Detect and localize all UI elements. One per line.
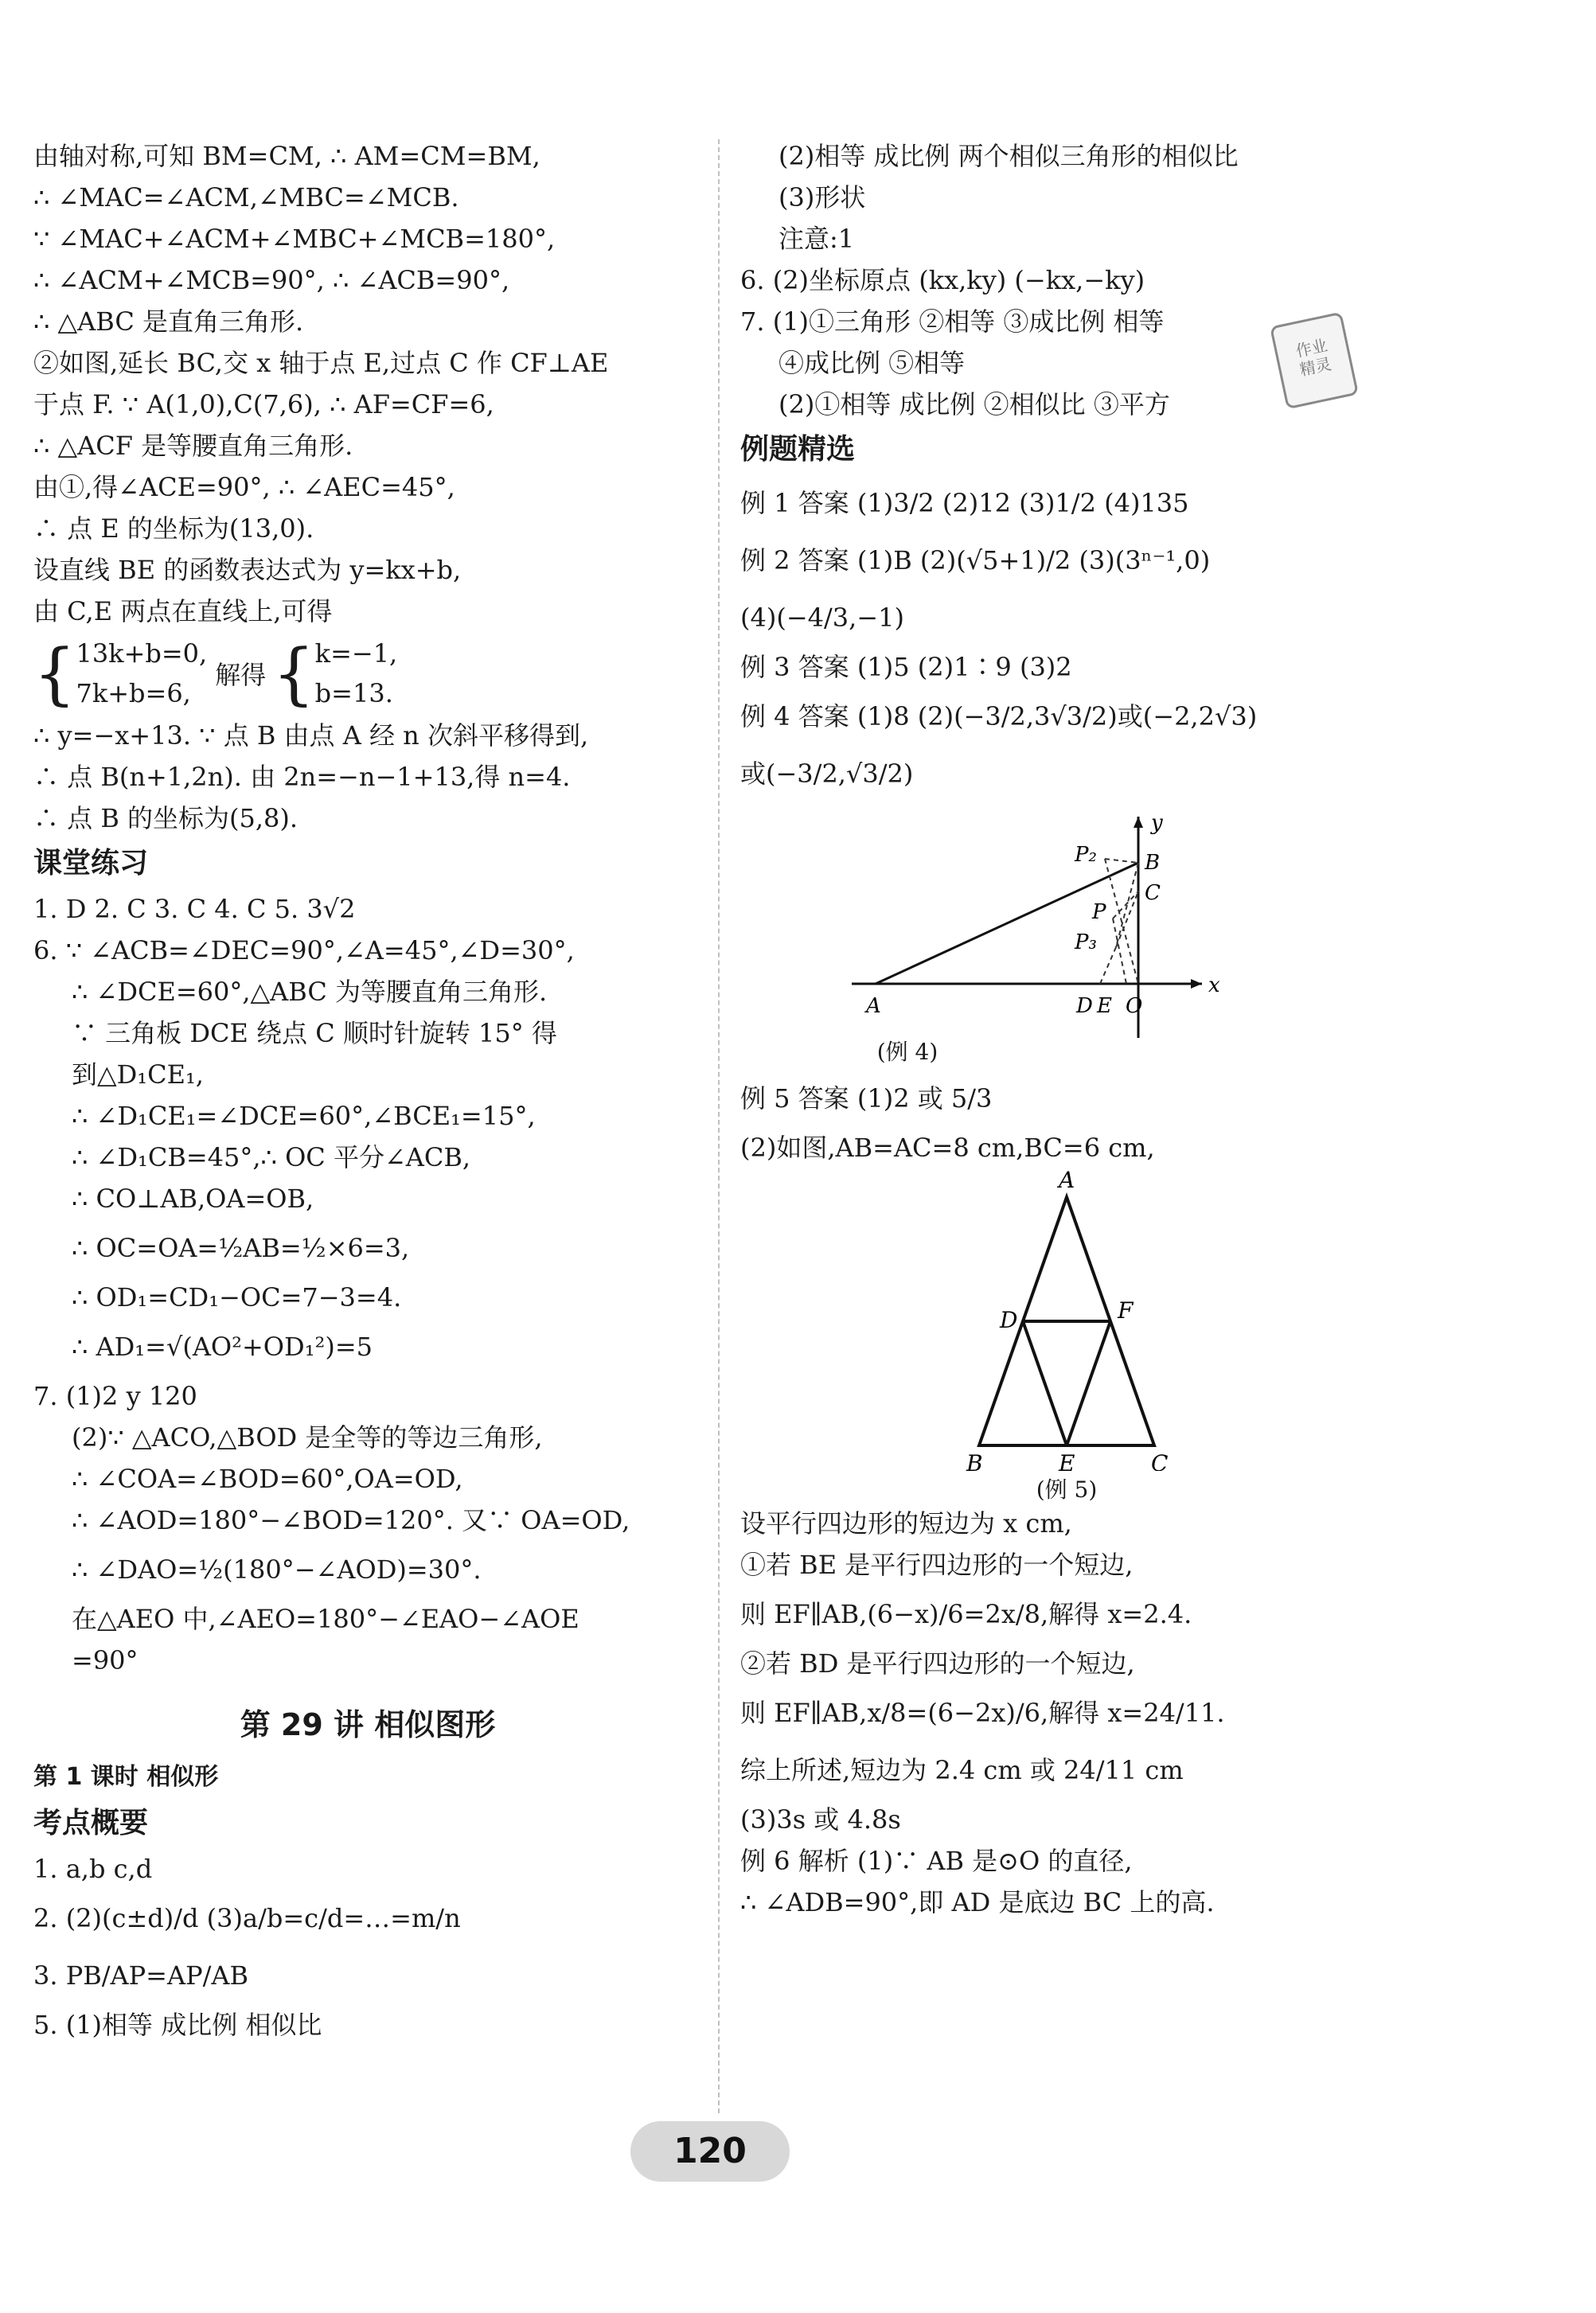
example-line: 例 3 答案 (1)5 (2)1∶9 (3)2 bbox=[740, 652, 1072, 682]
text-line: 则 EF∥AB,x/8=(6−2x)/6,解得 x=24/11. bbox=[740, 1698, 1225, 1728]
text-line: ④成比例 ⑤相等 bbox=[778, 348, 966, 378]
label-O: O bbox=[1126, 994, 1143, 1018]
example-line: 例 4 答案 (1)8 (2)(−3/2,3√3/2)或(−2,2√3) bbox=[740, 701, 1258, 731]
stamp-line: 作业 bbox=[1294, 335, 1329, 361]
label-A: A bbox=[1059, 1168, 1075, 1193]
text-line: ∴ △ABC 是直角三角形. bbox=[33, 306, 304, 337]
label-C: C bbox=[1151, 1450, 1169, 1471]
section-title-overview: 考点概要 bbox=[33, 1807, 149, 1839]
section-title-examples: 例题精选 bbox=[740, 433, 856, 466]
segment-BP3 bbox=[1116, 863, 1138, 947]
text-line: ∴ 点 B 的坐标为(5,8). bbox=[33, 803, 299, 833]
text-line: 6. ∵ ∠ACB=∠DEC=90°,∠A=45°,∠D=30°, bbox=[33, 935, 575, 965]
system-solution: b=13. bbox=[314, 678, 393, 708]
figure-4-caption: (例 4) bbox=[876, 1039, 938, 1065]
text-line: (3)3s 或 4.8s bbox=[740, 1804, 901, 1835]
text-line: 注意:1 bbox=[778, 224, 855, 254]
label-x: x bbox=[1208, 973, 1220, 997]
practice-7 bbox=[33, 1375, 702, 1681]
text-line: ∴ ∠AOD=180°−∠BOD=120°. 又∵ OA=OD, bbox=[72, 1505, 630, 1535]
text-line: 由①,得∠ACE=90°, ∴ ∠AEC=45°, bbox=[33, 472, 455, 502]
label-D: D bbox=[1000, 1307, 1018, 1333]
text-line: 由轴对称,可知 BM=CM, ∴ AM=CM=BM, bbox=[33, 141, 540, 171]
label-B: B bbox=[966, 1450, 983, 1471]
segment-P2O bbox=[1105, 859, 1138, 984]
text-line: ∴ ∠D₁CB=45°,∴ OC 平分∠ACB, bbox=[72, 1142, 471, 1172]
equation-system bbox=[33, 632, 702, 715]
overview-line: 2. (2)(c±d)/d (3)a/b=c/d=…=m/n bbox=[33, 1903, 461, 1933]
text-line: 综上所述,短边为 2.4 cm 或 24/11 cm bbox=[740, 1755, 1184, 1785]
label-D: D bbox=[1076, 994, 1093, 1018]
label-E: E bbox=[1059, 1450, 1075, 1471]
segment-P2B bbox=[1105, 859, 1138, 863]
text-line: 则 EF∥AB,(6−x)/6=2x/8,解得 x=2.4. bbox=[740, 1599, 1192, 1629]
text-line: 于点 F. ∵ A(1,0),C(7,6), ∴ AF=CF=6, bbox=[33, 389, 494, 419]
text-line: ∴ △ACF 是等腰直角三角形. bbox=[33, 431, 353, 461]
right-column bbox=[740, 135, 1568, 1923]
section-title-practice: 课堂练习 bbox=[33, 847, 149, 880]
column-divider bbox=[718, 139, 720, 2113]
solution-lines-b bbox=[33, 715, 702, 839]
text-line: 由 C,E 两点在直线上,可得 bbox=[33, 596, 333, 626]
text-line: 7. (1)2 y 120 bbox=[33, 1381, 197, 1411]
text-line: (2)∵ △ACO,△BOD 是全等的等边三角形, bbox=[72, 1422, 543, 1453]
figure-5-diagram bbox=[740, 1168, 1568, 1471]
figure-example-4 bbox=[740, 807, 1568, 1070]
text-line: ∴ ∠D₁CE₁=∠DCE=60°,∠BCE₁=15°, bbox=[72, 1101, 536, 1131]
system-solution: k=−1, bbox=[314, 638, 398, 669]
text-line: (3)形状 bbox=[778, 182, 866, 213]
text-line: ∴ y=−x+13. ∵ 点 B 由点 A 经 n 次斜平移得到, bbox=[33, 720, 589, 751]
example-line: (4)(−4/3,−1) bbox=[740, 603, 904, 633]
segment-P3C bbox=[1116, 891, 1138, 947]
example-line: 例 2 答案 (1)B (2)(√5+1)/2 (3)(3ⁿ⁻¹,0) bbox=[740, 545, 1211, 575]
text-line: ∴ ∠ADB=90°,即 AD 是底边 BC 上的高. bbox=[740, 1887, 1215, 1917]
system-eq: 7k+b=6, bbox=[76, 678, 191, 708]
text-line: ∴ CO⊥AB,OA=OB, bbox=[72, 1184, 314, 1214]
text-line: 到△D₁CE₁, bbox=[72, 1059, 204, 1090]
text-line: ∴ ∠ACM+∠MCB=90°, ∴ ∠ACB=90°, bbox=[33, 265, 510, 295]
label-F: F bbox=[1118, 1297, 1134, 1324]
text-line: ∴ ∠DCE=60°,△ABC 为等腰直角三角形. bbox=[72, 977, 548, 1007]
text-line: ∴ 点 B(n+1,2n). 由 2n=−n−1+13,得 n=4. bbox=[33, 762, 571, 792]
lesson-title: 第 1 课时 相似形 bbox=[33, 1763, 219, 1791]
text-line: ∵ ∠MAC+∠ACM+∠MBC+∠MCB=180°, bbox=[33, 224, 556, 254]
text-line: ∴ ∠COA=∠BOD=60°,OA=OD, bbox=[72, 1464, 463, 1494]
figure-5-caption: (例 5) bbox=[1036, 1476, 1098, 1503]
left-column bbox=[33, 135, 702, 2046]
text-line: (2)①相等 成比例 ②相似比 ③平方 bbox=[778, 389, 1170, 419]
example-line: 例 1 答案 (1)3/2 (2)12 (3)1/2 (4)135 bbox=[740, 488, 1189, 518]
label-P1: P bbox=[1092, 900, 1106, 924]
label-y: y bbox=[1151, 811, 1163, 835]
brace-icon: { bbox=[33, 634, 76, 712]
text-line: 在△AEO 中,∠AEO=180°−∠EAO−∠AOE bbox=[72, 1604, 579, 1634]
text-line: ①若 BE 是平行四边形的一个短边, bbox=[740, 1550, 1134, 1580]
text-line: 设直线 BE 的函数表达式为 y=kx+b, bbox=[33, 555, 462, 585]
text-line: 6. (2)坐标原点 (kx,ky) (−kx,−ky) bbox=[740, 265, 1145, 295]
text-line: ∴ 点 E 的坐标为(13,0). bbox=[33, 513, 314, 544]
brace-icon: { bbox=[272, 634, 315, 712]
lecture-title: 第 29 讲 相似图形 bbox=[240, 1707, 496, 1742]
text-line: ∴ AD₁=√(AO²+OD₁²)=5 bbox=[72, 1332, 373, 1362]
text-line: ∴ ∠MAC=∠ACM,∠MBC=∠MCB. bbox=[33, 182, 459, 213]
text-line: ②如图,延长 BC,交 x 轴于点 E,过点 C 作 CF⊥AE bbox=[33, 348, 609, 378]
y-axis-arrow-icon bbox=[1134, 817, 1143, 828]
label-C: C bbox=[1145, 881, 1161, 905]
overview-line: 3. PB/AP=AP/AB bbox=[33, 1960, 249, 1991]
system-eq: 13k+b=0, bbox=[76, 638, 208, 669]
example-line: 或(−3/2,√3/2) bbox=[740, 759, 914, 789]
text-line: ②若 BD 是平行四边形的一个短边, bbox=[740, 1648, 1135, 1679]
figure-4-diagram bbox=[740, 807, 1568, 1038]
text-line: 设平行四边形的短边为 x cm, bbox=[740, 1508, 1072, 1539]
overview-line: 5. (1)相等 成比例 相似比 bbox=[33, 2010, 322, 2040]
example-5-head: 例 5 答案 (1)2 或 5/3 bbox=[740, 1083, 993, 1114]
text-line: (2)相等 成比例 两个相似三角形的相似比 bbox=[778, 141, 1239, 171]
solution-lines-a bbox=[33, 135, 702, 632]
text-line: =90° bbox=[72, 1645, 139, 1675]
page-number: 120 bbox=[630, 2121, 790, 2182]
practice-answers: 1. D 2. C 3. C 4. C 5. 3√2 bbox=[33, 894, 356, 924]
label-A: A bbox=[866, 994, 881, 1018]
text-line: ∴ OD₁=CD₁−OC=7−3=4. bbox=[72, 1282, 402, 1313]
label-B: B bbox=[1145, 851, 1161, 875]
overview-line: 1. a,b c,d bbox=[33, 1854, 153, 1884]
segment-DE bbox=[1023, 1321, 1067, 1445]
text-line: 例 6 解析 (1)∵ AB 是⊙O 的直径, bbox=[740, 1846, 1133, 1876]
label-P3: P₃ bbox=[1075, 930, 1097, 954]
text-line: 7. (1)①三角形 ②相等 ③成比例 相等 bbox=[740, 306, 1165, 337]
label-P2: P₂ bbox=[1075, 843, 1097, 867]
figure-example-5 bbox=[740, 1168, 1568, 1503]
text-line: ∵ 三角板 DCE 绕点 C 顺时针旋转 15° 得 bbox=[72, 1018, 557, 1048]
segment-P3D bbox=[1100, 947, 1116, 984]
segment-FE bbox=[1067, 1321, 1110, 1445]
example-5-line: (2)如图,AB=AC=8 cm,BC=6 cm, bbox=[740, 1133, 1155, 1163]
text-line: ∴ ∠DAO=½(180°−∠AOD)=30°. bbox=[72, 1554, 482, 1585]
system-solve-word: 解得 bbox=[215, 660, 267, 690]
text-line: ∴ OC=OA=½AB=½×6=3, bbox=[72, 1233, 410, 1263]
practice-6 bbox=[33, 930, 702, 1375]
label-E: E bbox=[1097, 994, 1112, 1018]
x-axis-arrow-icon bbox=[1191, 979, 1202, 989]
stamp-line: 精灵 bbox=[1297, 353, 1333, 380]
